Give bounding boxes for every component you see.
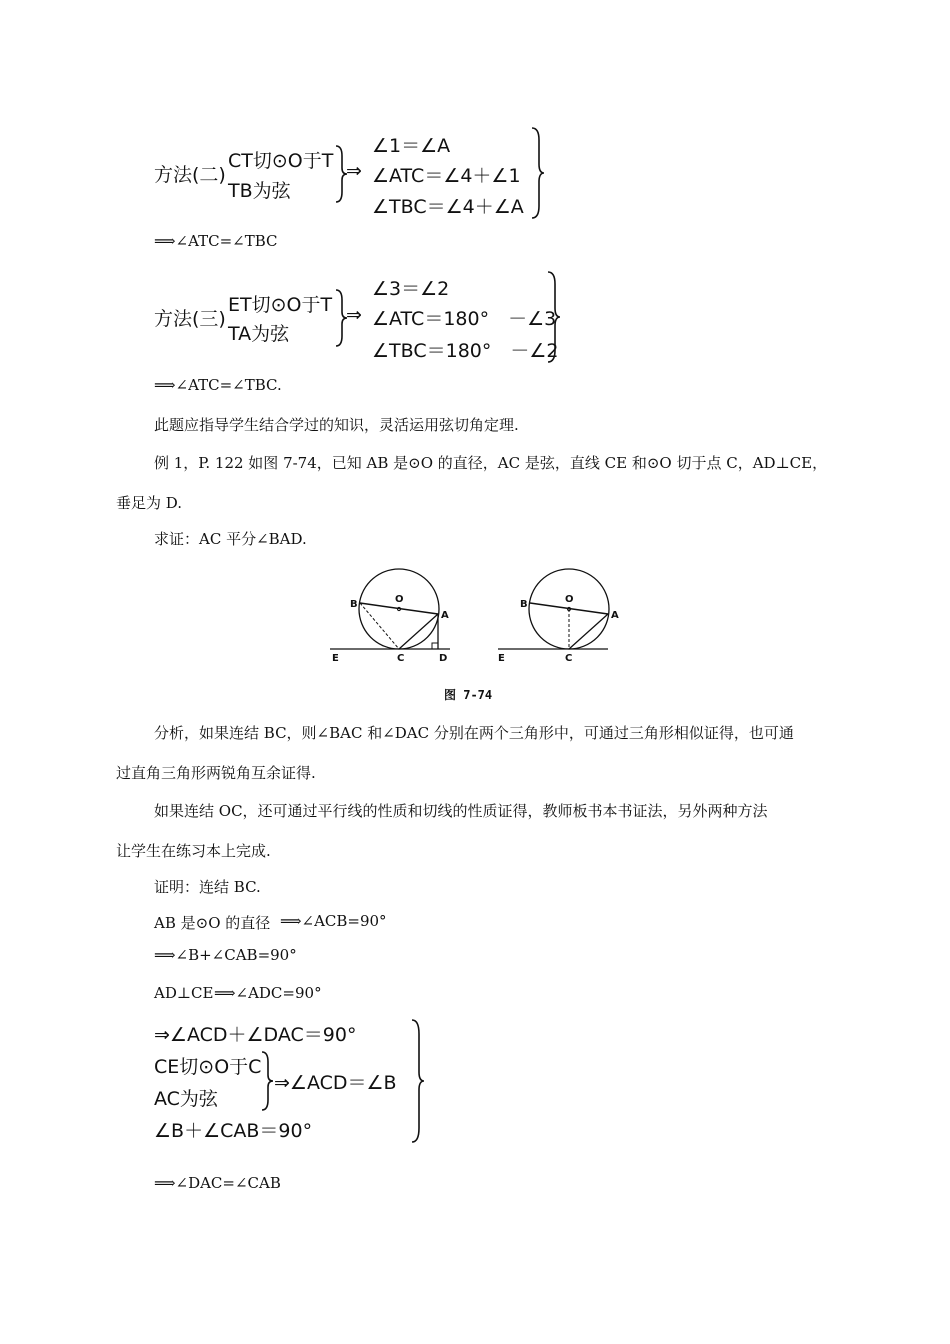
prove-statement: 求证：AC 平分∠BAD. — [154, 530, 307, 548]
method3-arrow: ⇒ — [346, 304, 362, 326]
method3-outer-brace — [546, 270, 562, 364]
proof-step1-result: ⟹∠ACB=90° — [280, 912, 387, 930]
proof-step3-result: ⟹∠ADC=90° — [214, 984, 322, 1002]
guide-paragraph: 此题应指导学生结合学过的知识，灵活运用弦切角定理. — [154, 416, 519, 434]
analysis-line-1: 分析，如果连结 BC，则∠BAC 和∠DAC 分别在两个三角形中，可通过三角形相似证得，也可通 — [154, 724, 794, 742]
method3-eq2: ∠ATC＝180° －∠3 — [372, 308, 557, 330]
label-B-right: B — [520, 599, 528, 610]
label-E-left: E — [332, 653, 339, 664]
proof-system-condition-2: AC为弦 — [154, 1088, 218, 1110]
label-E-right: E — [498, 653, 505, 664]
proof-system-line-3: ∠B＋∠CAB＝90° — [154, 1120, 313, 1142]
proof-inner-brace — [260, 1050, 274, 1112]
proof-step1-condition: AB 是⊙O 的直径 — [154, 914, 271, 932]
label-O-right: O — [565, 594, 574, 605]
method2-conclusion: ⟹∠ATC=∠TBC — [154, 232, 278, 250]
label-O-left: O — [395, 594, 404, 605]
figure-caption: 图 7-74 — [444, 688, 493, 702]
label-A-left: A — [441, 610, 449, 621]
method2-arrow: ⇒ — [346, 160, 362, 182]
proof-outer-brace — [410, 1018, 426, 1144]
label-C-left: C — [397, 653, 405, 664]
proof-step2: ⟹∠B+∠CAB=90° — [154, 946, 297, 964]
method2-eq3: ∠TBC＝∠4＋∠A — [372, 196, 524, 218]
label-A-right: A — [611, 610, 619, 621]
example-line-1: 例 1，P. 122 如图 7-74，已知 AB 是⊙O 的直径，AC 是弦，直线 CE 和⊙O 切于点 C，AD⊥CE， — [154, 454, 828, 472]
proof-start: 证明：连结 BC. — [154, 878, 261, 896]
method2-cond2: TB为弦 — [228, 180, 291, 202]
analysis-line-3: 如果连结 OC，还可通过平行线的性质和切线的性质证得，教师板书本书证法，另外两种方法 — [154, 802, 768, 820]
label-B-left: B — [350, 599, 358, 610]
label-D-left: D — [439, 653, 448, 664]
method2-label: 方法(二) — [154, 164, 226, 186]
proof-system-line-1: ⇒∠ACD＋∠DAC＝90° — [154, 1024, 357, 1046]
method3-cond1: ET切⊙O于T — [228, 294, 333, 316]
method3-eq3: ∠TBC＝180° －∠2 — [372, 340, 559, 362]
figure-right-diagram — [492, 562, 628, 666]
method2-eq2: ∠ATC＝∠4＋∠1 — [372, 165, 521, 187]
analysis-line-4: 让学生在练习本上完成. — [116, 842, 271, 860]
method2-eq1: ∠1＝∠A — [372, 135, 451, 157]
method2-cond1: CT切⊙O于T — [228, 150, 334, 172]
figure-left-diagram — [326, 562, 466, 666]
proof-conclusion: ⟹∠DAC=∠CAB — [154, 1174, 281, 1192]
method3-label: 方法(三) — [154, 308, 226, 330]
proof-system-result: ⇒∠ACD＝∠B — [274, 1072, 397, 1094]
proof-system-condition-1: CE切⊙O于C — [154, 1056, 262, 1078]
proof-step3-condition: AD⊥CE — [154, 984, 214, 1002]
method2-outer-brace — [530, 126, 546, 220]
analysis-line-2: 过直角三角形两锐角互余证得. — [116, 764, 316, 782]
method3-cond2: TA为弦 — [228, 323, 290, 345]
example-line-2: 垂足为 D. — [116, 494, 183, 512]
method3-conclusion: ⟹∠ATC=∠TBC. — [154, 376, 282, 394]
method3-eq1: ∠3＝∠2 — [372, 278, 450, 300]
label-C-right: C — [565, 653, 573, 664]
